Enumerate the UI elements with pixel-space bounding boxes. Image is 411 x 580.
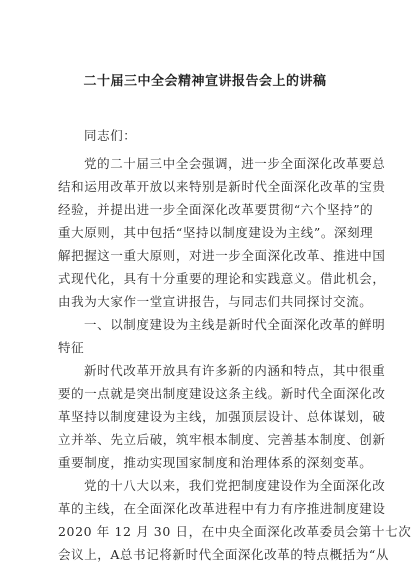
section-heading-line: 特征 bbox=[58, 340, 85, 355]
paragraph-line: 结和运用改革开放以来特别是新时代全面深化改革的宝贵 bbox=[58, 179, 386, 194]
paragraph-line: 党的二十届三中全会强调，进一步全面深化改革要总 bbox=[84, 156, 386, 171]
paragraph-line: 立并举、先立后破，筑牢根本制度、完善基本制度、创新 bbox=[58, 432, 386, 447]
paragraph-line: 重大原则，其中包括“坚持以制度建设为主线”。深刻理 bbox=[58, 225, 374, 240]
paragraph-line: 新时代改革开放具有许多新的内涵和特点，其中很重 bbox=[84, 363, 386, 378]
greeting: 同志们： bbox=[84, 128, 137, 143]
paragraph-line: 要的一点就是突出制度建设这条主线。新时代全面深化改 bbox=[58, 386, 386, 401]
paragraph-line: 党的十八大以来，我们党把制度建设作为全面深化改 bbox=[84, 478, 386, 493]
paragraph-line: 革坚持以制度建设为主线，加强顶层设计、总体谋划，破 bbox=[58, 409, 386, 424]
paragraph-line: 会议上，A总书记将新时代全面深化改革的特点概括为“从 bbox=[58, 547, 390, 562]
paragraph-intro bbox=[58, 152, 386, 313]
paragraph-line: 重要制度，推动实现国家制度和治理体系的深刻变革。 bbox=[58, 455, 373, 470]
paragraph-line: 由我为大家作一堂宣讲报告，与同志们共同探讨交流。 bbox=[58, 294, 373, 309]
section-heading-line: 一、以制度建设为主线是新时代全面深化改革的鲜明 bbox=[84, 317, 386, 332]
paragraph-section-1 bbox=[58, 359, 386, 474]
paragraph-section-2 bbox=[58, 474, 411, 566]
document-title: 二十届三中全会精神宣讲报告会上的讲稿 bbox=[83, 74, 327, 89]
document-body bbox=[58, 124, 411, 566]
paragraph-line: 经验，并提出进一步全面深化改革要贯彻“六个坚持”的 bbox=[58, 202, 374, 217]
paragraph-line: 革的主线，在全面深化改革进程中有力有序推进制度建设 bbox=[58, 501, 386, 516]
section-heading bbox=[58, 313, 386, 359]
paragraph-line: 解把握这一重大原则，对进一步全面深化改革、推进中国 bbox=[58, 248, 386, 263]
paragraph-line: 2020 年 12 月 30 日，在中央全面深化改革委员会第十七次 bbox=[58, 524, 411, 539]
paragraph-line: 式现代化，具有十分重要的理论和实践意义。借此机会， bbox=[58, 271, 386, 286]
